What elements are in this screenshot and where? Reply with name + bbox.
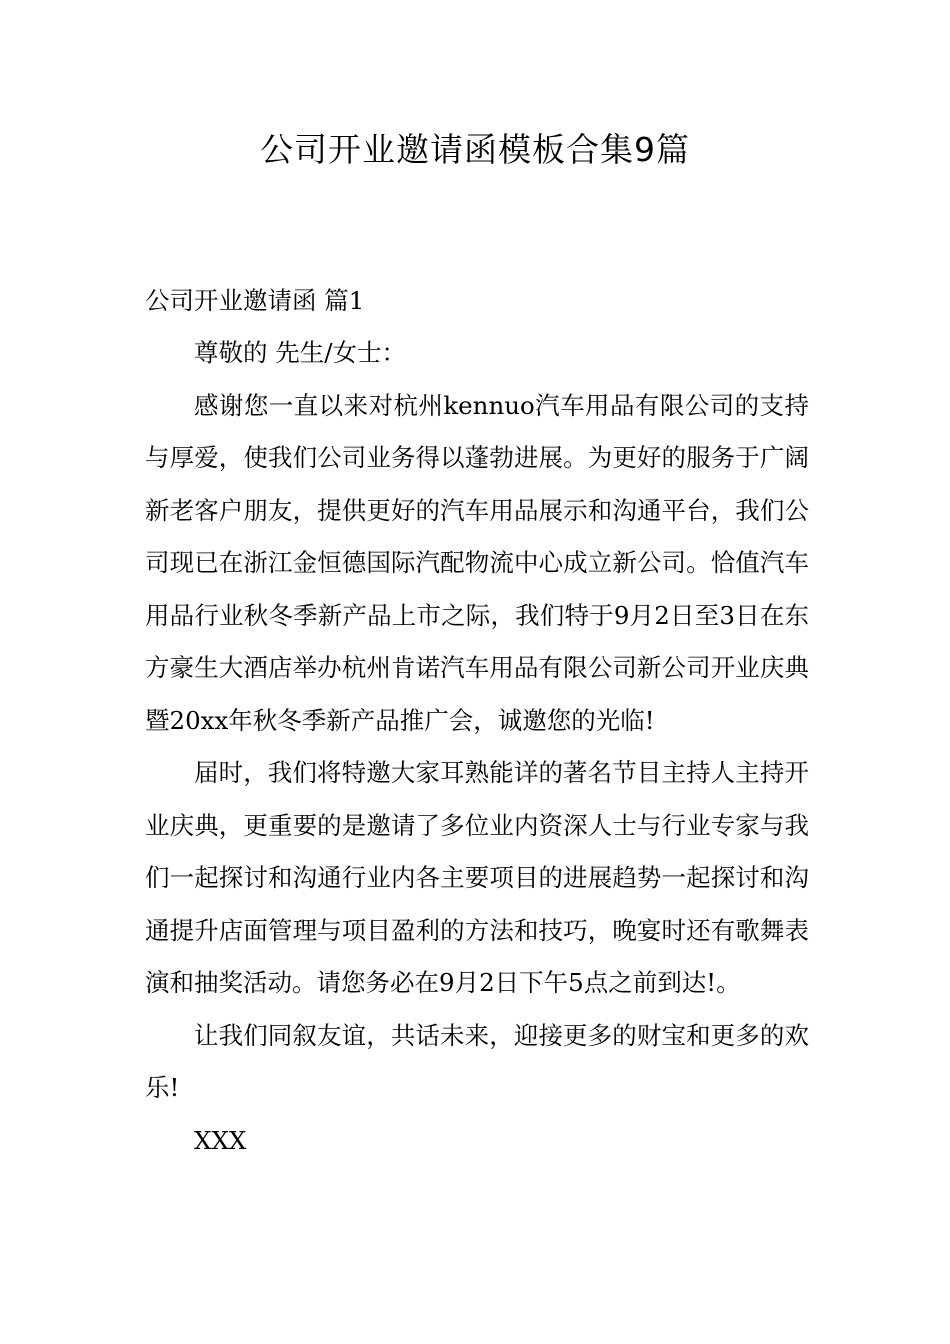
salutation: 尊敬的 先生/女士： [194, 338, 407, 367]
document-body [145, 281, 809, 1167]
paragraph-3: 让我们同叙友谊，共话未来，迎接更多的财宝和更多的欢乐! [145, 1020, 809, 1102]
document-title: 公司开业邀请函模板合集9篇 [260, 130, 690, 169]
section-heading: 公司开业邀请函 篇1 [145, 286, 365, 315]
signature: XXX [194, 1125, 247, 1155]
paragraph-1: 感谢您一直以来对杭州kennuo汽车用品有限公司的支持与厚爱，使我们公司业务得以蓬勃进展。为更好的服务于广阔新老客户朋友，提供更好的汽车用品展示和沟通平台，我们公司现已在浙江金恒德国际汽配物流中心成立新公司。恰值汽车用品行业秋冬季新产品上市之际，我们特于9月2日至3日在东方豪生大酒店举办杭州肯诺汽车用品有限公司新公司开业庆典暨20xx年秋冬季新产品推广会，诚邀您的光临! [145, 390, 809, 735]
paragraph-2: 届时，我们将特邀大家耳熟能详的著名节目主持人主持开业庆典，更重要的是邀请了多位业内资深人士与行业专家与我们一起探讨和沟通行业内各主要项目的进展趋势一起探讨和沟通提升店面管理与项目盈利的方法和技巧，晚宴时还有歌舞表演和抽奖活动。请您务必在9月2日下午5点之前到达!。 [145, 758, 809, 997]
